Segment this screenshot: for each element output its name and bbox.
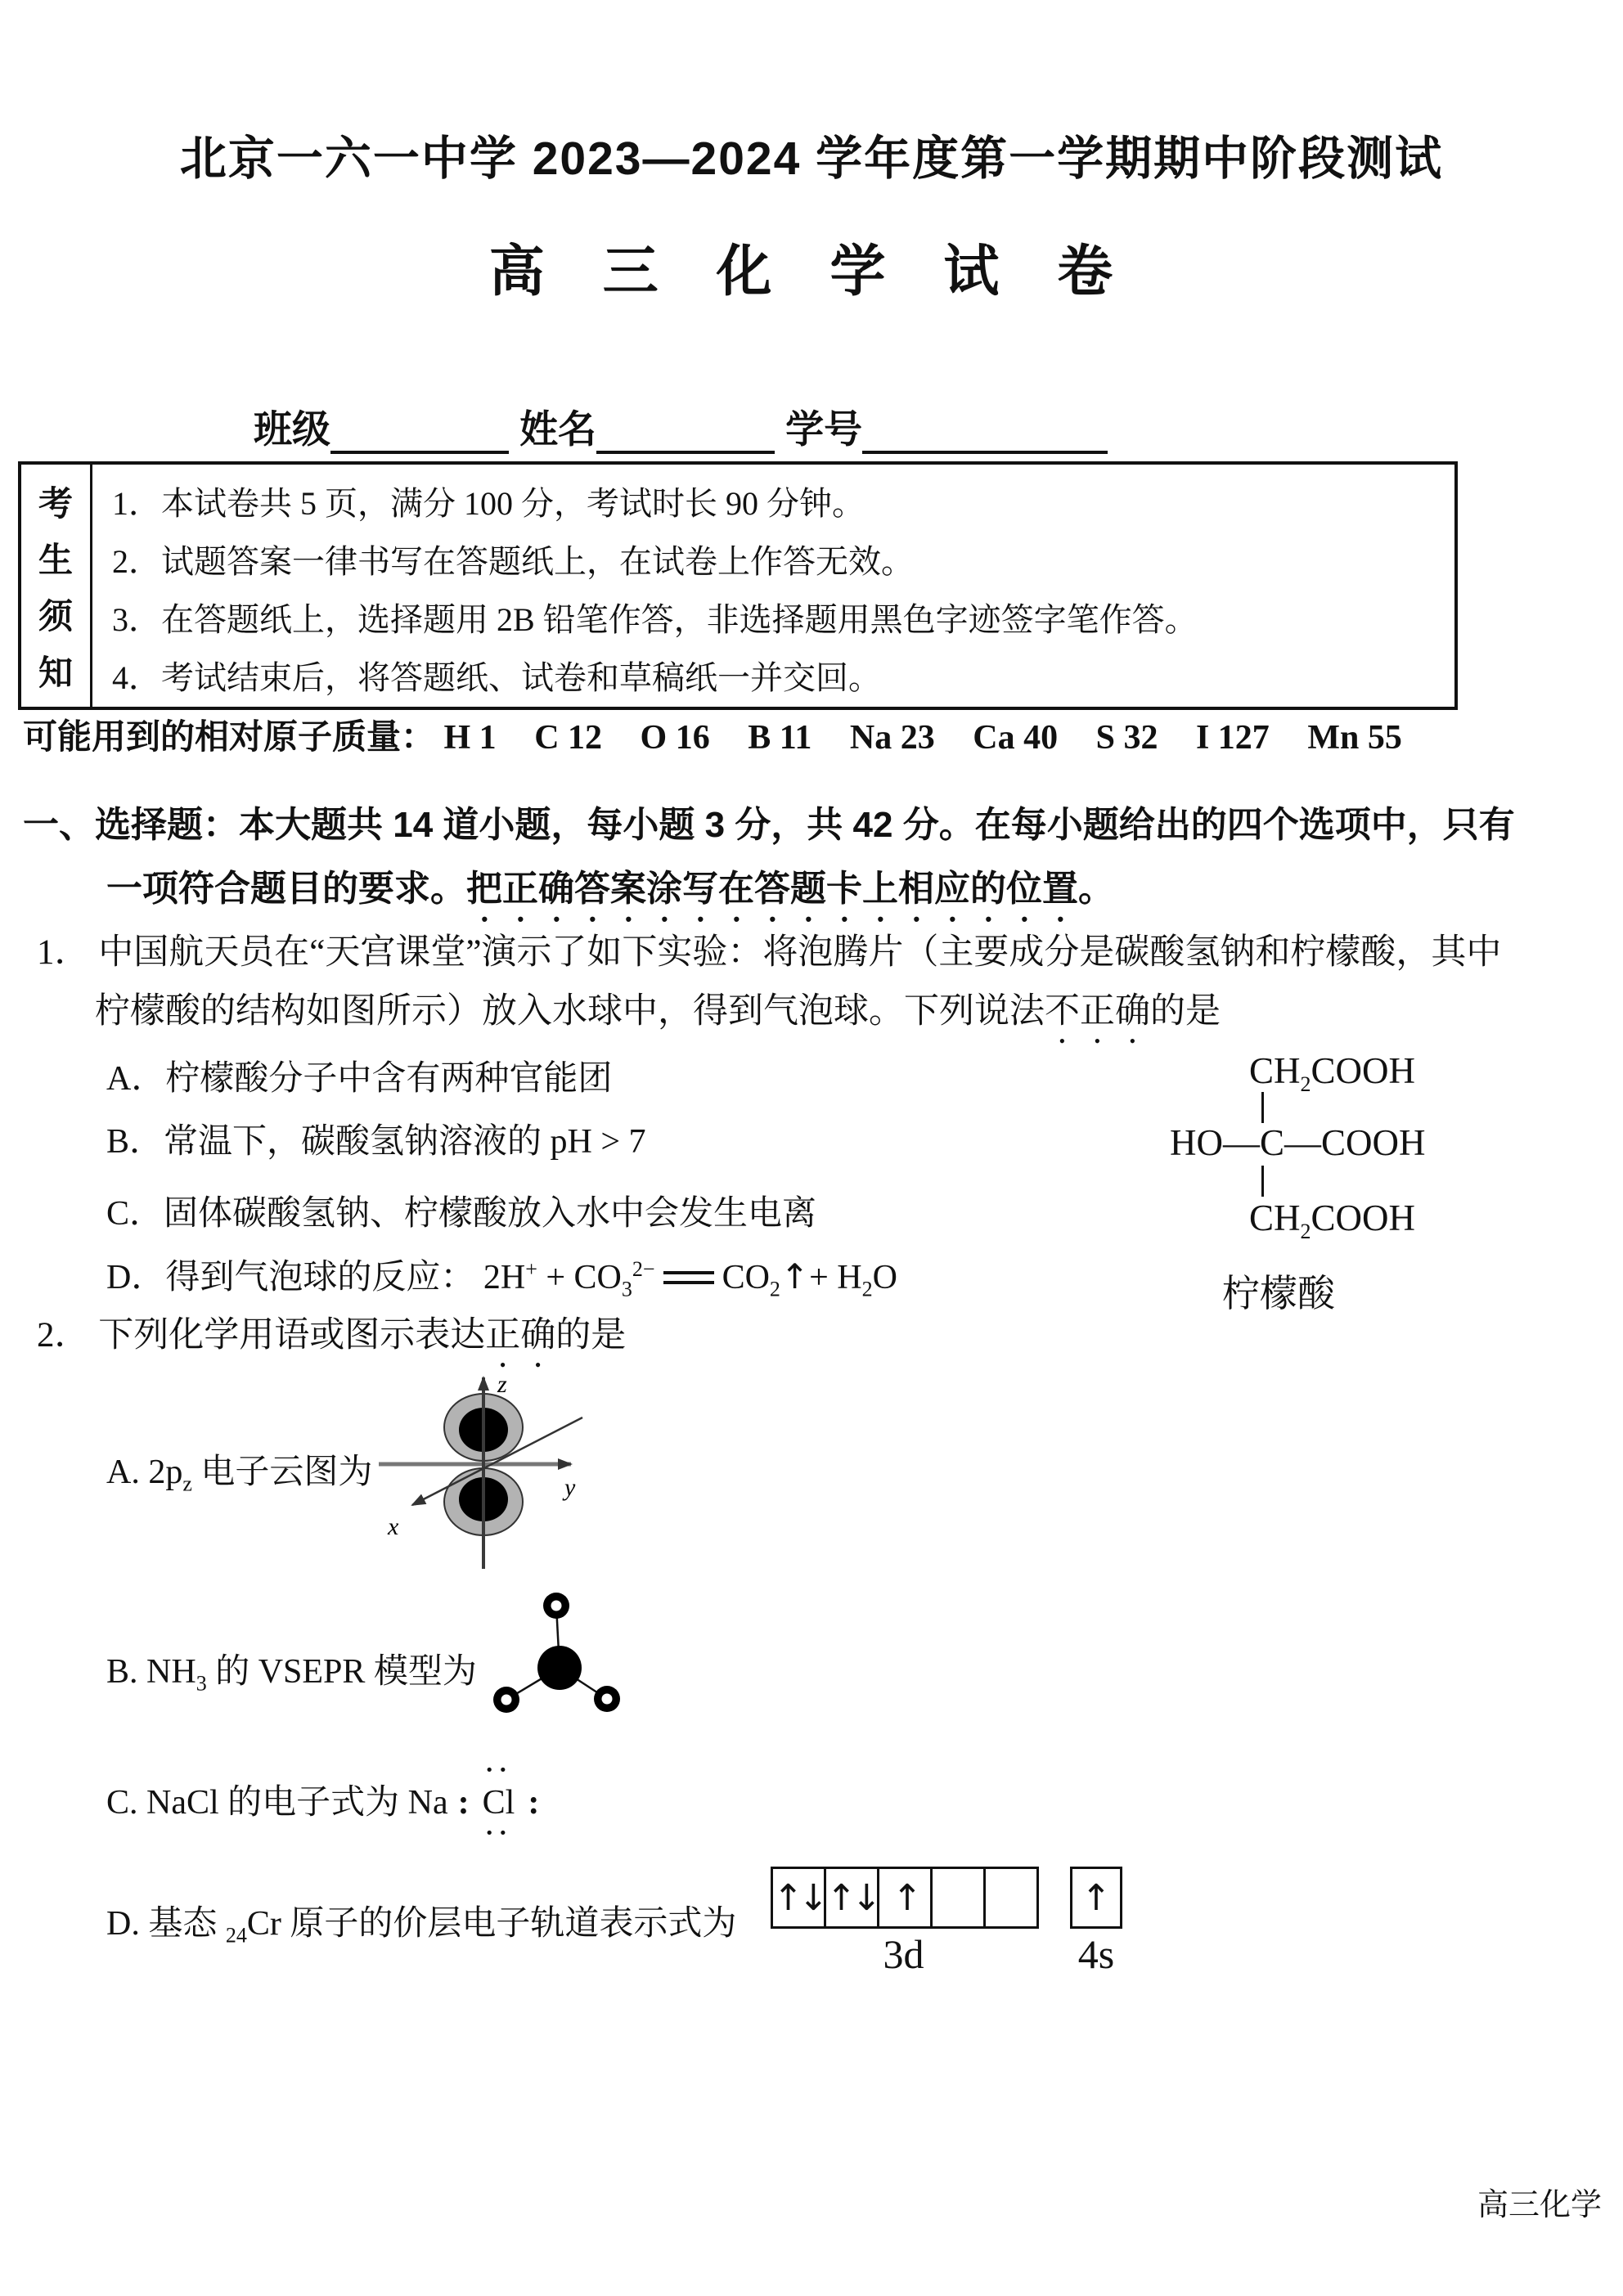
section1-line2-normal: 一项符合题目的要求。 [106, 869, 466, 909]
footer-page-tag: 高三化学 [1477, 2188, 1603, 2222]
vsepr-model-diagram [483, 1583, 646, 1738]
section1-header-line2 [106, 859, 1114, 929]
class-blank [330, 413, 509, 454]
question2-stem-pre: 下列化学用语或图示表达 [98, 1316, 486, 1355]
orbital-box: ↑↓ [771, 1867, 826, 1929]
notice-side-label [21, 465, 92, 707]
atomic-mass-value: O 16 [640, 719, 710, 757]
structure-top-group: $CH_2COOH$ [1249, 1050, 1416, 1096]
question2-option-a: A. $2p_z$ 电子云图为 [106, 1454, 373, 1496]
lone-pair-dots-bottom: •• [484, 1825, 513, 1842]
id-blank [862, 413, 1108, 454]
orbital-label-4s: 4s [1077, 1931, 1115, 1977]
atomic-mass-value: I 127 [1195, 719, 1270, 757]
question1-line1 [37, 924, 1501, 974]
atomic-mass-value: S 32 [1095, 719, 1158, 757]
orbital-diagram-4s-box: ↑ [1070, 1867, 1122, 1929]
double-bond-symbol [663, 1271, 714, 1284]
question1-option-d-label: D．得到气泡球的反应： [106, 1259, 475, 1296]
atomic-masses-label: 可能用到的相对原子质量： [23, 717, 436, 756]
student-info-line [254, 399, 1108, 454]
notice-side-char: 须 [38, 596, 73, 636]
class-label: 班级 [254, 407, 330, 451]
question1-option-d [106, 1250, 897, 1299]
central-atom [537, 1646, 582, 1690]
orbital-box: ↑↓ [826, 1867, 879, 1929]
exam-title: 北京一六一中学 2023—2024 学年度第一学期期中阶段测试 [179, 133, 1444, 185]
question2-option-b: B. $NH_3$ 的 VSEPR 模型为 [106, 1653, 477, 1696]
atomic-mass-value: H 1 [443, 719, 497, 757]
question1-line2-post: 的是 [1150, 992, 1221, 1031]
atomic-mass-value: Ca 40 [973, 719, 1059, 757]
notice-items [92, 465, 1454, 707]
x-axis-label: x [388, 1513, 399, 1540]
lone-pair-dots-top: •• [484, 1762, 513, 1779]
examinee-notice-box [18, 461, 1458, 710]
structure-middle-group: HO—C—COOH [1170, 1122, 1426, 1163]
atomic-mass-value: Na 23 [849, 719, 935, 757]
question1-number: 1． [37, 933, 90, 972]
id-label: 学号 [785, 407, 863, 451]
name-blank [596, 413, 775, 454]
orbital-label-3d: 3d [883, 1931, 924, 1977]
section1-header-line1: 一、选择题：本大题共 14 道小题，每小题 3 分，共 42 分。在每小题给出的四个选项中，只有 [23, 805, 1515, 845]
notice-side-char: 知 [38, 653, 73, 692]
notice-side-char: 生 [38, 540, 73, 579]
reaction-equation: $2H^+ + CO_3^{2-}$ $CO_2↑+ H_2O$ [483, 1256, 897, 1301]
orbital-diagram-3d-boxes [771, 1867, 1039, 1929]
section1-line2-emphasized: 把正确答案涂写在答题卡上相应的位置 [466, 869, 1078, 909]
notice-item: 3．在答题纸上，选择题用 2B 铅笔作答，非选择题用黑色字迹签字笔作答。 [112, 601, 1198, 638]
citric-acid-structure [1170, 1049, 1432, 1314]
question2-number: 2． [37, 1316, 90, 1355]
notice-item: 2．试题答案一律书写在答题纸上，在试卷上作答无效。 [112, 543, 914, 580]
question1-option-b: B．常温下，碳酸氢钠溶液的 pH > 7 [106, 1123, 646, 1161]
name-label: 姓名 [519, 407, 597, 451]
question1-line2 [95, 983, 1221, 1051]
structure-bottom-group: $CH_2COOH$ [1249, 1197, 1416, 1243]
section1-line2-period: 。 [1078, 869, 1114, 909]
question1-option-a: A．柠檬酸分子中含有两种官能团 [106, 1060, 613, 1098]
notice-item: 1．本试卷共 5 页，满分 100 分，考试时长 90 分钟。 [112, 485, 865, 522]
y-axis-label: y [564, 1474, 576, 1501]
electron-pair-colon: : [528, 1784, 540, 1822]
chlorine-with-lone-pairs: •• Cl •• [482, 1762, 515, 1842]
question2-stem-emphasized: 正确 [485, 1316, 556, 1355]
question1-line2-pre: 柠檬酸的结构如图所示）放入水球中，得到气泡球。下列说法 [95, 992, 1045, 1031]
z-axis-label: z [497, 1371, 507, 1398]
orbital-box [933, 1867, 986, 1929]
question1-option-c: C．固体碳酸氢钠、柠檬酸放入水中会发生电离 [106, 1195, 817, 1233]
question2-option-d: D. 基态 $_{24}$Cr 原子的价层电子轨道表示式为 [106, 1905, 737, 1948]
orbital-box: ↑ [879, 1867, 933, 1929]
atomic-mass-value: C 12 [534, 719, 603, 757]
notice-item: 4．考试结束后，将答题纸、试卷和草稿纸一并交回。 [112, 659, 881, 696]
notice-side-char: 考 [38, 483, 73, 523]
atomic-mass-value: B 11 [748, 719, 812, 757]
question1-stem: 中国航天员在“天宫课堂”演示了如下实验：将泡腾片（主要成分是碳酸氢钠和柠檬酸，其中 [98, 933, 1502, 972]
electron-pair-colon: : [457, 1784, 470, 1822]
orbital-box [986, 1867, 1039, 1929]
paper-subject-title: 高 三 化 学 试 卷 [488, 240, 1135, 303]
atomic-mass-value: Mn 55 [1307, 719, 1402, 757]
question1-line2-emphasized: 不正确 [1045, 992, 1150, 1031]
question2-option-c: C. NaCl 的电子式为 Na : •• Cl •• : [106, 1762, 540, 1842]
atomic-masses-line [23, 710, 1432, 759]
question2-stem-post: 的是 [555, 1316, 627, 1355]
structure-caption: 柠檬酸 [1222, 1273, 1335, 1314]
gas-up-arrow: ↑ [780, 1256, 810, 1296]
bond-line [1261, 1166, 1264, 1197]
bond-line [1261, 1092, 1264, 1123]
